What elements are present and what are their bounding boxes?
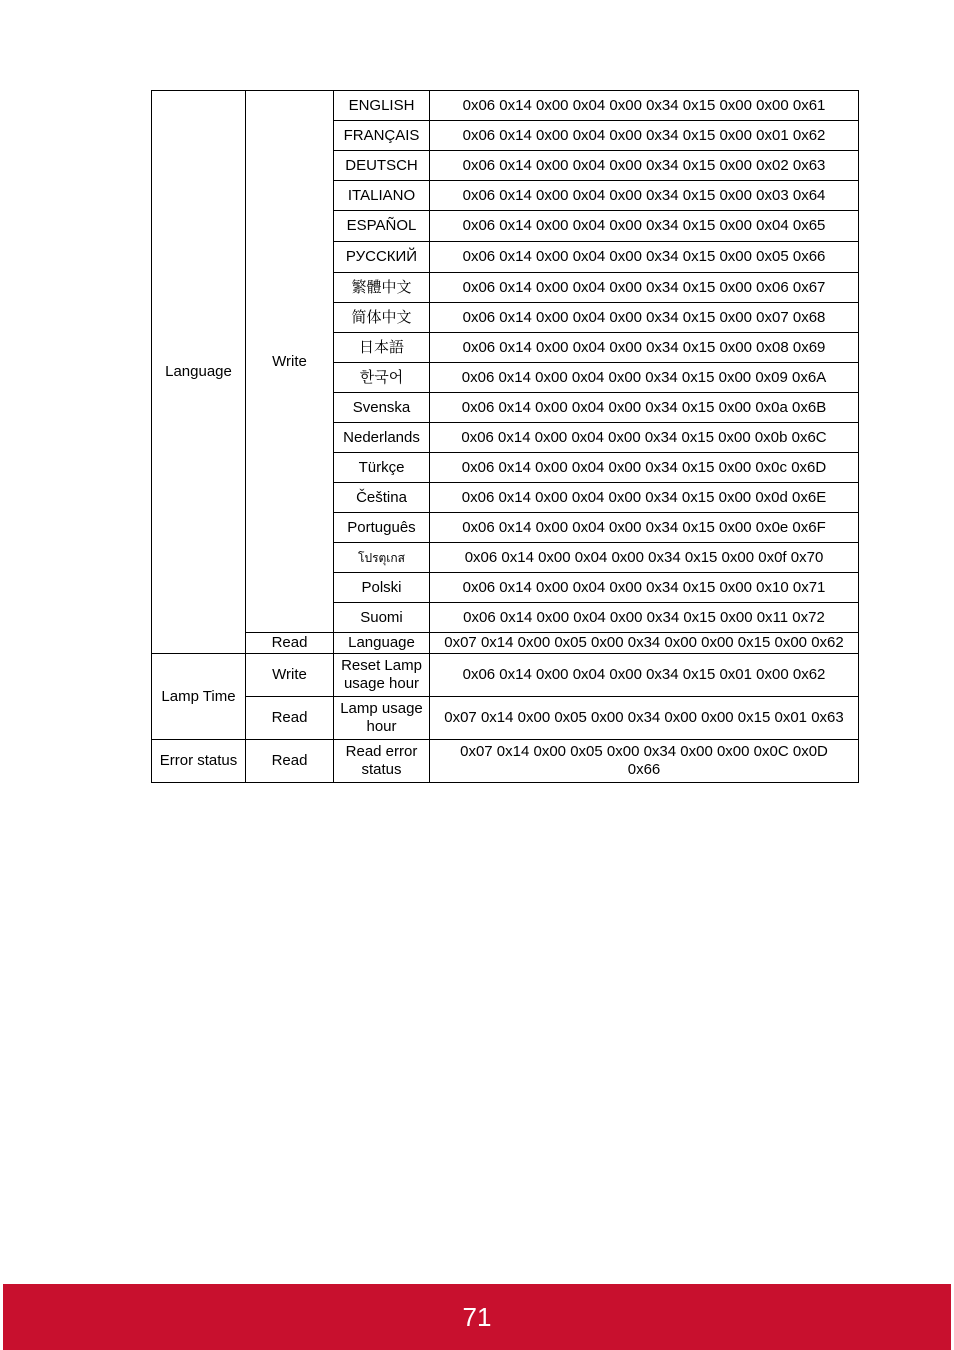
item-cell: Čeština xyxy=(334,483,430,513)
code-cell: 0x06 0x14 0x00 0x04 0x00 0x34 0x15 0x00 0x0c 0x6D xyxy=(430,453,859,483)
code-cell: 0x06 0x14 0x00 0x04 0x00 0x34 0x15 0x01 0x00 0x62 xyxy=(430,654,859,697)
item-cell: Nederlands xyxy=(334,423,430,453)
action-cell-write: Write xyxy=(246,91,334,633)
item-cell: Language xyxy=(334,633,430,654)
function-cell-lamp-time: Lamp Time xyxy=(152,654,246,740)
action-cell-read: Read xyxy=(246,697,334,740)
function-cell-language: Language xyxy=(152,91,246,654)
code-cell: 0x06 0x14 0x00 0x04 0x00 0x34 0x15 0x00 0x08 0x69 xyxy=(430,333,859,363)
action-cell-write: Write xyxy=(246,654,334,697)
rs232-command-table xyxy=(151,90,859,783)
function-cell-error-status: Error status xyxy=(152,740,246,783)
item-cell: Polski xyxy=(334,573,430,603)
item-cell: Lamp usage hour xyxy=(334,697,430,740)
code-cell: 0x07 0x14 0x00 0x05 0x00 0x34 0x00 0x00 0x0C 0x0D 0x66 xyxy=(430,740,859,783)
item-cell: ESPAÑOL xyxy=(334,211,430,242)
item-cell: Türkçe xyxy=(334,453,430,483)
code-cell: 0x06 0x14 0x00 0x04 0x00 0x34 0x15 0x00 0x0e 0x6F xyxy=(430,513,859,543)
item-cell: FRANÇAIS xyxy=(334,121,430,151)
item-cell: Read error status xyxy=(334,740,430,783)
code-cell: 0x06 0x14 0x00 0x04 0x00 0x34 0x15 0x00 0x06 0x67 xyxy=(430,273,859,303)
code-cell: 0x07 0x14 0x00 0x05 0x00 0x34 0x00 0x00 0x15 0x01 0x63 xyxy=(430,697,859,740)
item-cell: Português xyxy=(334,513,430,543)
code-cell: 0x06 0x14 0x00 0x04 0x00 0x34 0x15 0x00 0x09 0x6A xyxy=(430,363,859,393)
code-cell: 0x06 0x14 0x00 0x04 0x00 0x34 0x15 0x00 0x10 0x71 xyxy=(430,573,859,603)
code-cell: 0x06 0x14 0x00 0x04 0x00 0x34 0x15 0x00 0x0a 0x6B xyxy=(430,393,859,423)
code-cell: 0x06 0x14 0x00 0x04 0x00 0x34 0x15 0x00 0x03 0x64 xyxy=(430,181,859,211)
item-cell: 한국어 xyxy=(334,363,430,393)
action-cell-read: Read xyxy=(246,740,334,783)
item-cell: โปรตุเกส xyxy=(334,543,430,573)
item-cell: Svenska xyxy=(334,393,430,423)
item-cell: DEUTSCH xyxy=(334,151,430,181)
code-cell: 0x06 0x14 0x00 0x04 0x00 0x34 0x15 0x00 0x07 0x68 xyxy=(430,303,859,333)
code-cell: 0x06 0x14 0x00 0x04 0x00 0x34 0x15 0x00 0x04 0x65 xyxy=(430,211,859,242)
code-cell: 0x06 0x14 0x00 0x04 0x00 0x34 0x15 0x00 0x0d 0x6E xyxy=(430,483,859,513)
code-cell: 0x06 0x14 0x00 0x04 0x00 0x34 0x15 0x00 0x05 0x66 xyxy=(430,242,859,273)
item-cell: 简体中文 xyxy=(334,303,430,333)
code-cell: 0x06 0x14 0x00 0x04 0x00 0x34 0x15 0x00 0x01 0x62 xyxy=(430,121,859,151)
item-cell: 日本語 xyxy=(334,333,430,363)
page-number: 71 xyxy=(462,1301,492,1332)
item-cell: ITALIANO xyxy=(334,181,430,211)
table-row xyxy=(152,91,859,121)
page-footer-band xyxy=(3,1284,951,1350)
item-cell: Suomi xyxy=(334,603,430,633)
table-row xyxy=(152,697,859,740)
table-row xyxy=(152,654,859,697)
action-cell-read: Read xyxy=(246,633,334,654)
item-cell: 繁體中文 xyxy=(334,273,430,303)
item-cell: ENGLISH xyxy=(334,91,430,121)
code-cell: 0x06 0x14 0x00 0x04 0x00 0x34 0x15 0x00 0x02 0x63 xyxy=(430,151,859,181)
code-cell: 0x06 0x14 0x00 0x04 0x00 0x34 0x15 0x00 0x0f 0x70 xyxy=(430,543,859,573)
item-cell: РУССКИЙ xyxy=(334,242,430,273)
code-cell: 0x07 0x14 0x00 0x05 0x00 0x34 0x00 0x00 0x15 0x00 0x62 xyxy=(430,633,859,654)
table-row xyxy=(152,740,859,783)
code-cell: 0x06 0x14 0x00 0x04 0x00 0x34 0x15 0x00 0x0b 0x6C xyxy=(430,423,859,453)
code-cell: 0x06 0x14 0x00 0x04 0x00 0x34 0x15 0x00 0x11 0x72 xyxy=(430,603,859,633)
table-row xyxy=(152,633,859,654)
code-cell: 0x06 0x14 0x00 0x04 0x00 0x34 0x15 0x00 0x00 0x61 xyxy=(430,91,859,121)
item-cell: Reset Lamp usage hour xyxy=(334,654,430,697)
